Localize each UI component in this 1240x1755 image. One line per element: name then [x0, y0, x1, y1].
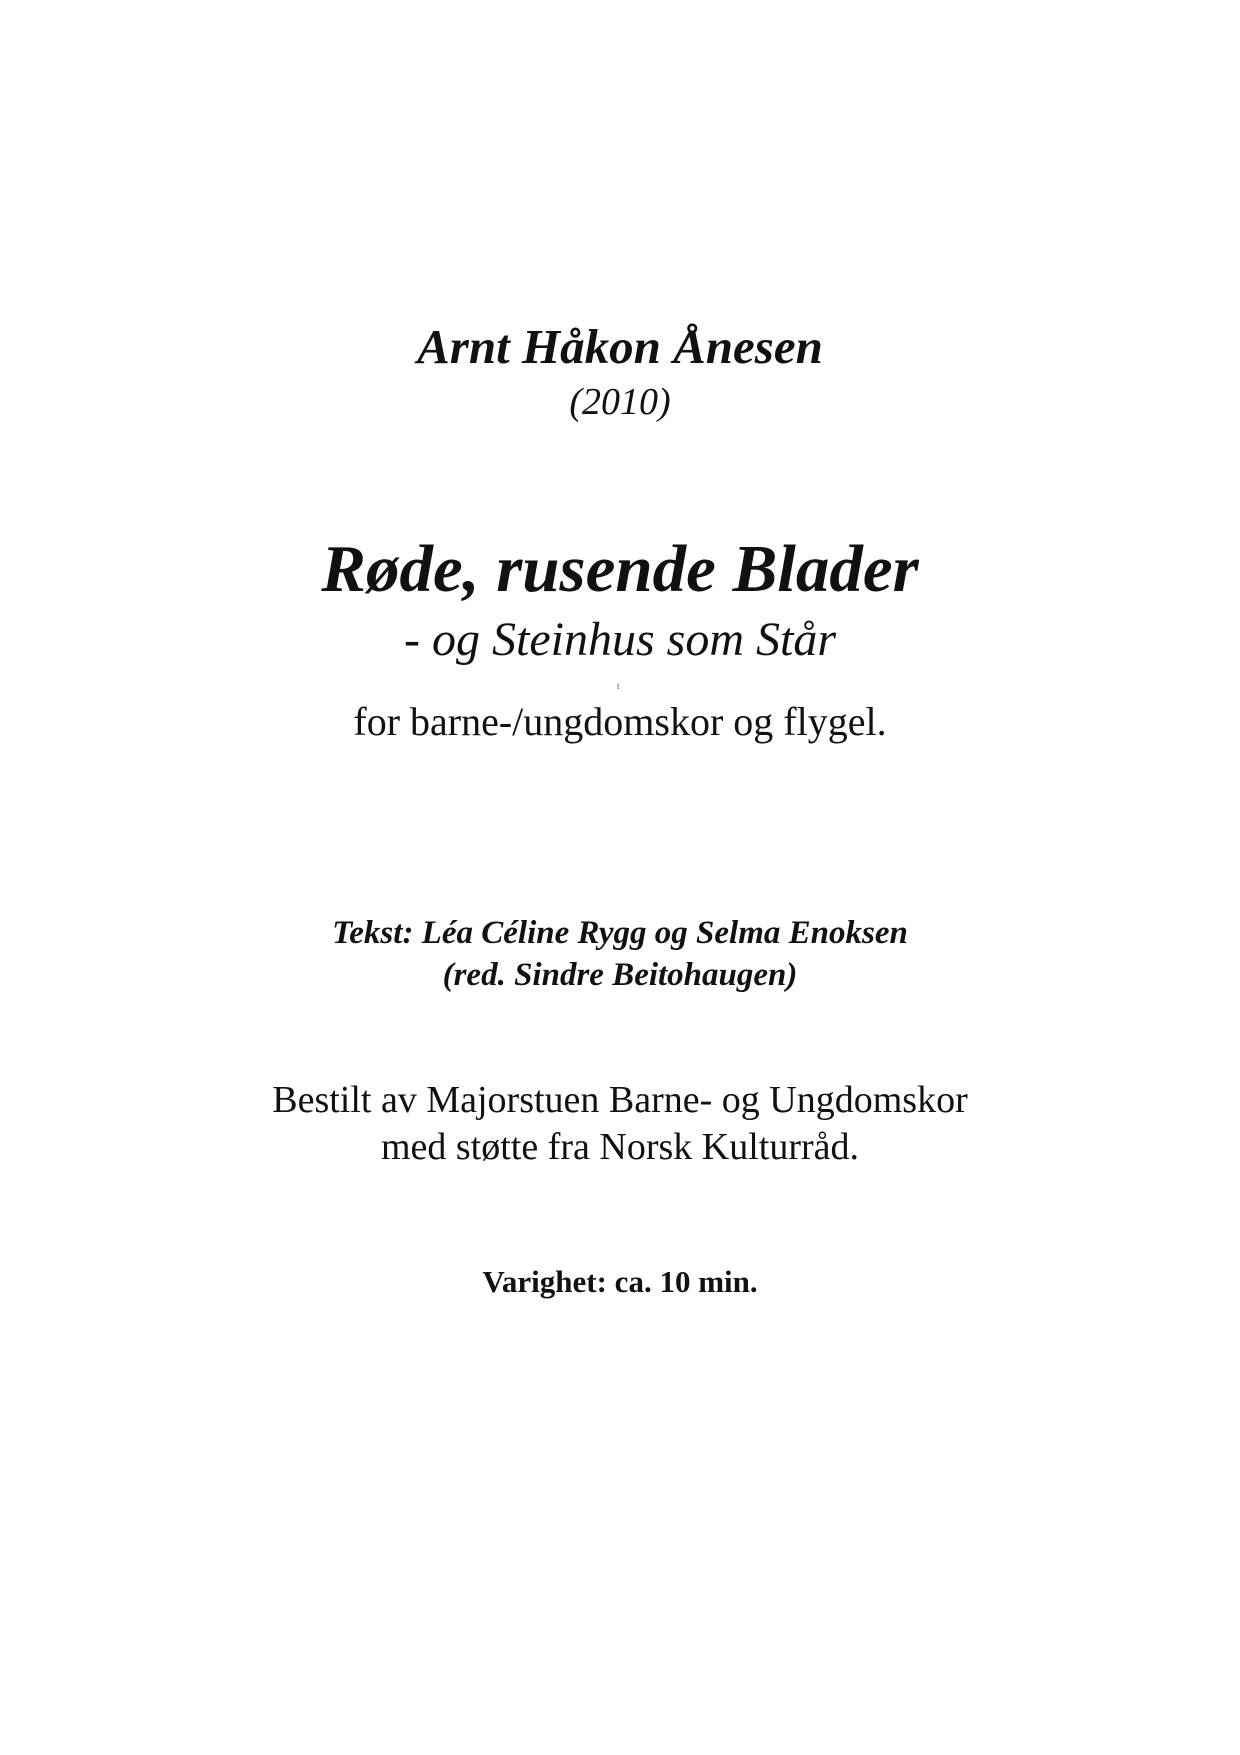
editor-credit: (red. Sindre Beitohaugen) [442, 957, 798, 993]
commission-line-1: Bestilt av Majorstuen Barne- og Ungdomskor [272, 1079, 968, 1121]
instrumentation: for barne-/ungdomskor og flygel. [353, 699, 887, 744]
composer-name: Arnt Håkon Ånesen [417, 319, 823, 374]
work-title: Røde, rusende Blader [321, 532, 919, 606]
composition-year: (2010) [569, 381, 671, 423]
text-credit: Tekst: Léa Céline Rygg og Selma Enoksen [332, 915, 908, 951]
commission-line-2: med støtte fra Norsk Kulturråd. [380, 1126, 860, 1168]
duration: Varighet: ca. 10 min. [482, 1264, 758, 1299]
work-subtitle: - og Steinhus som Står [404, 613, 836, 666]
stray-mark: t [617, 681, 620, 691]
